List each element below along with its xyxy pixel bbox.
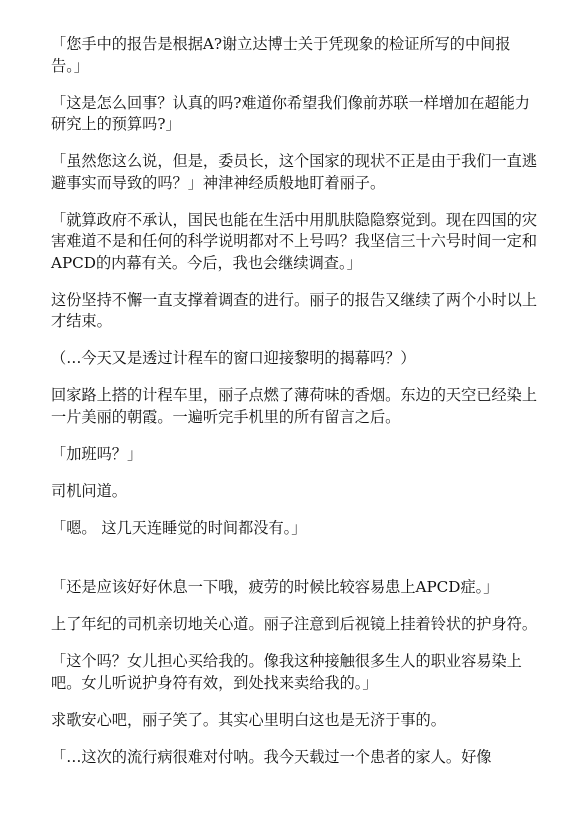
paragraph-1: 「您手中的报告是根据A?谢立达博士关于凭现象的检证所写的中间报告。」 [51,35,511,75]
paragraph-15: 「…这次的流行病很难对付呐。我今天载过一个患者的家人。好像 [51,747,492,766]
paragraph-7: 回家路上搭的计程车里，丽子点燃了薄荷味的香烟。东边的天空已经染上一片美丽的朝霞。一遍听完手机里的所有留言之后。 [51,386,537,426]
paragraph-8: 「加班吗？」 [51,444,143,463]
paragraph-10: 「嗯。 这几天连睡觉的时间都没有。」 [51,518,307,537]
paragraph-2: 「这是怎么回事？认真的吗?难道你希望我们像前苏联一样增加在超能力研究上的预算吗?」 [51,93,530,133]
paragraph-11: 「还是应该好好休息一下哦，疲劳的时候比较容易患上APCD症。」 [51,578,499,596]
paragraph-6: （…今天又是透过计程车的窗口迎接黎明的揭幕吗？） [51,349,416,367]
paragraph-9: 司机问道。 [51,481,127,500]
paragraph-4: 「就算政府不承认，国民也能在生活中用肌肤隐隐察觉到。现在四国的灾害难道不是和任何的科学说明都对不上号吗？我坚信三十六号时间一定和APCD的内幕有关。今后，我也会继续调查。」 [51,210,537,272]
paragraph-5: 这份坚持不懈一直支撑着调查的进行。丽子的报告又继续了两个小时以上才结束。 [51,290,537,330]
paragraph-13: 「这个吗？女儿担心买给我的。像我这种接触很多生人的职业容易染上吧。女儿听说护身符有效，到处找来卖给我的。」 [51,652,522,692]
paragraph-12: 上了年纪的司机亲切地关心道。丽子注意到后视镜上挂着铃状的护身符。 [51,615,537,633]
paragraph-3: 「虽然您这么说，但是，委员长，这个国家的现状不正是由于我们一直逃避事实而导致的吗？」神津神经质般地盯着丽子。 [51,152,537,192]
paragraph-14: 求歌安心吧，丽子笑了。其实心里明白这也是无济于事的。 [51,710,446,729]
